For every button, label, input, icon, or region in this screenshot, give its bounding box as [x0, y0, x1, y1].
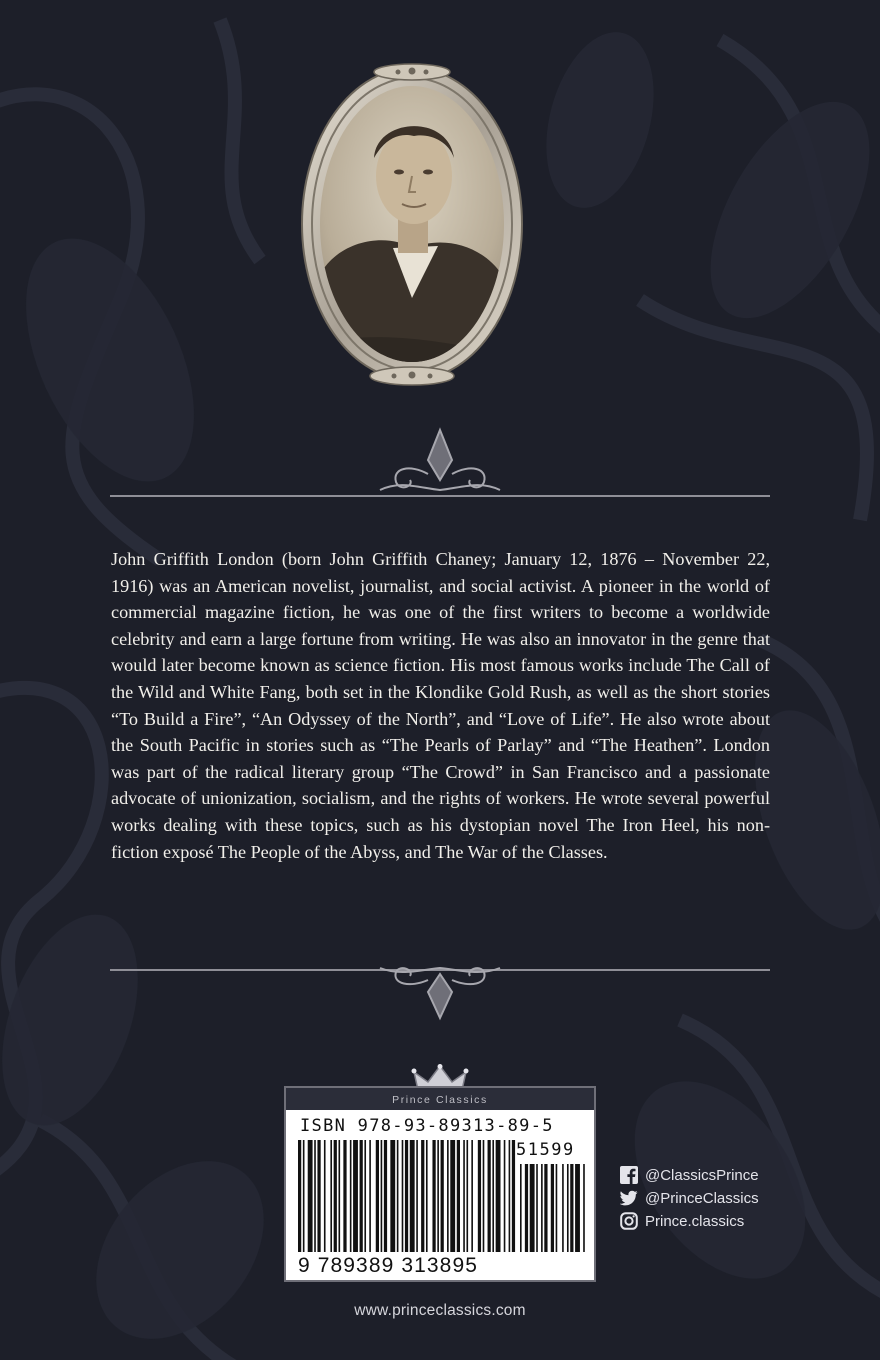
barcode-bar	[405, 1140, 408, 1252]
barcode-bar	[478, 1140, 481, 1252]
barcode-addon-bar	[530, 1164, 535, 1252]
barcode-bar	[488, 1140, 491, 1252]
barcode-addon-bar	[562, 1164, 564, 1252]
barcode-bar	[364, 1140, 366, 1252]
barcode-bar	[402, 1140, 404, 1252]
barcode-bar	[410, 1140, 415, 1252]
barcode-bar	[353, 1140, 358, 1252]
barcode-bar	[314, 1140, 316, 1252]
barcode-bar	[504, 1140, 506, 1252]
barcode-bar	[384, 1140, 387, 1252]
barcode-addon-bar	[551, 1164, 554, 1252]
barcode-bar	[509, 1140, 511, 1252]
barcode-bar	[471, 1140, 473, 1252]
barcode	[298, 1140, 586, 1258]
barcode-bar	[298, 1140, 301, 1252]
barcode-bar	[330, 1140, 332, 1252]
barcode-number: 9 789389 313895	[298, 1254, 478, 1277]
publisher-brand: Prince Classics	[286, 1088, 594, 1110]
barcode-addon-bar	[556, 1164, 558, 1252]
twitter-icon	[620, 1189, 638, 1207]
facebook-handle: @ClassicsPrince	[645, 1166, 759, 1184]
barcode-bar	[324, 1140, 326, 1252]
barcode-bar	[390, 1140, 395, 1252]
barcode-bar	[496, 1140, 501, 1252]
publisher-website[interactable]: www.princeclassics.com	[354, 1302, 526, 1319]
barcode-addon-bar	[567, 1164, 569, 1252]
ornament-divider-bottom	[0, 944, 880, 1024]
barcode-bar	[397, 1140, 399, 1252]
barcode-addon-bar	[583, 1164, 585, 1252]
barcode-addon-bar	[541, 1164, 543, 1252]
barcode-bar	[421, 1140, 424, 1252]
barcode-bar	[339, 1140, 341, 1252]
barcode-addon-bar	[536, 1164, 538, 1252]
social-instagram[interactable]	[620, 1210, 759, 1232]
barcode-bar	[441, 1140, 444, 1252]
barcode-bar	[447, 1140, 449, 1252]
facebook-icon	[620, 1166, 638, 1184]
barcode-bar	[381, 1140, 383, 1252]
barcode-bar	[308, 1140, 313, 1252]
isbn-number: ISBN 978-93-89313-89-5	[300, 1116, 554, 1136]
barcode-bar	[512, 1140, 515, 1252]
social-links	[620, 1164, 759, 1233]
barcode-bar	[343, 1140, 346, 1252]
twitter-handle: @PrinceClassics	[645, 1189, 759, 1207]
barcode-addon-bar	[525, 1164, 528, 1252]
barcode-bar	[492, 1140, 494, 1252]
social-twitter[interactable]	[620, 1187, 759, 1209]
barcode-bar	[437, 1140, 439, 1252]
instagram-icon	[620, 1212, 638, 1230]
barcode-bar	[457, 1140, 460, 1252]
author-biography: John Griffith London (born John Griffith Chaney; January 12, 1876 – November 22, 1916) was an American novelist, journalist, and social activist. A pioneer in the world of commercial magazine fiction, he was one of the first writers to become a worldwide celebrity and earn a large fortune from writing. He was also an innovator in the genre that would later become known as science fiction. His most famous works include The Call of the Wild and White Fang, both set in the Klondike Gold Rush, as well as the short stories “To Build a Fire”, “An Odyssey of the North”, and “Love of Life”. He also wrote about the South Pacific in stories such as “The Pearls of Parlay” and “The Heathen”. London was part of the radical literary group “The Crowd” in San Francisco and a passionate advocate of unionization, socialism, and the rights of workers. He wrote several powerful works dealing with these topics, such as his dystopian novel The Iron Heel, his non-fiction exposé The People of the Abyss, and The War of the Classes.	[111, 549, 770, 862]
barcode-bar	[432, 1140, 435, 1252]
barcode-bar	[483, 1140, 485, 1252]
barcode-bar	[426, 1140, 428, 1252]
instagram-handle: Prince.classics	[645, 1212, 745, 1230]
barcode-bar	[450, 1140, 455, 1252]
barcode-addon-bar	[544, 1164, 547, 1252]
price-code: 51599	[516, 1140, 575, 1160]
barcode-bar	[376, 1140, 379, 1252]
barcode-addon-bar	[520, 1164, 522, 1252]
barcode-bar	[466, 1140, 468, 1252]
ornament-divider-top	[0, 424, 880, 504]
barcode-addon-bar	[575, 1164, 580, 1252]
barcode-addon-bar	[570, 1164, 573, 1252]
isbn-barcode-block	[284, 1086, 596, 1282]
barcode-bar	[360, 1140, 363, 1252]
author-portrait	[298, 58, 526, 388]
barcode-bar	[369, 1140, 371, 1252]
barcode-bar	[416, 1140, 418, 1252]
barcode-bar	[463, 1140, 465, 1252]
barcode-bar	[303, 1140, 305, 1252]
barcode-bar	[350, 1140, 352, 1252]
social-facebook[interactable]	[620, 1164, 759, 1186]
barcode-bar	[317, 1140, 320, 1252]
barcode-bar	[334, 1140, 337, 1252]
